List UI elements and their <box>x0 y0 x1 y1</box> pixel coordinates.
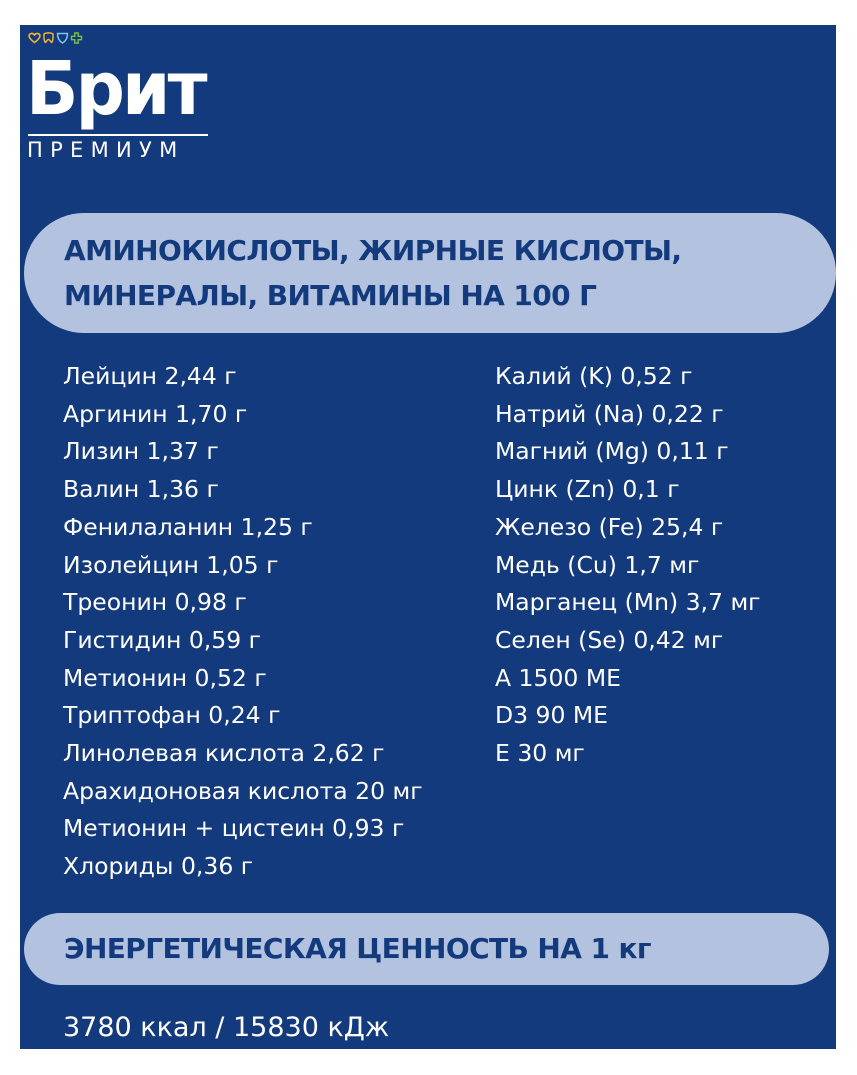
list-item: D3 90 МЕ <box>495 701 609 730</box>
list-item: Магний (Mg) 0,11 г <box>495 437 729 466</box>
nutrient-list-left <box>63 358 423 886</box>
heart-icon <box>28 32 41 44</box>
section-heading-energy: ЭНЕРГЕТИЧЕСКАЯ ЦЕННОСТЬ НА 1 кг <box>24 913 829 985</box>
brand-name: Брит <box>26 46 205 132</box>
list-item: Натрий (Na) 0,22 г <box>495 399 724 428</box>
list-item: Метионин + цистеин 0,93 г <box>63 814 405 843</box>
nutrient-list-right <box>495 358 761 773</box>
list-item: Фенилаланин 1,25 г <box>63 512 313 541</box>
tooth-icon <box>42 32 55 44</box>
list-item: Метионин 0,52 г <box>63 663 267 692</box>
list-item: Хлориды 0,36 г <box>63 852 254 881</box>
list-item: Арахидоновая кислота 20 мг <box>63 776 423 805</box>
list-item: A 1500 МЕ <box>495 663 621 692</box>
list-item: Марганец (Mn) 3,7 мг <box>495 588 761 617</box>
list-item: Треонин 0,98 г <box>63 588 247 617</box>
list-item: Лейцин 2,44 г <box>63 362 237 390</box>
list-item: Цинк (Zn) 0,1 г <box>495 475 680 504</box>
list-item: Медь (Cu) 1,7 мг <box>495 550 700 579</box>
section-heading-nutrients <box>24 213 836 333</box>
brand-logo <box>26 46 218 162</box>
list-item: Железо (Fe) 25,4 г <box>495 512 724 541</box>
brand-divider <box>28 134 208 136</box>
list-item: Линолевая кислота 2,62 г <box>63 739 385 768</box>
section-heading-line: АМИНОКИСЛОТЫ, ЖИРНЫЕ КИСЛОТЫ, <box>64 234 682 267</box>
section-heading-line: МИНЕРАЛЫ, ВИТАМИНЫ НА 100 Г <box>64 279 597 312</box>
list-item: E 30 мг <box>495 739 585 768</box>
list-item: Калий (K) 0,52 г <box>495 362 693 390</box>
nutrition-panel <box>20 25 836 1049</box>
brand-subtitle: ПРЕМИУМ <box>27 138 185 162</box>
shield-icon <box>56 32 69 44</box>
list-item: Валин 1,36 г <box>63 475 219 504</box>
brand-icons <box>28 32 83 44</box>
list-item: Изолейцин 1,05 г <box>63 550 279 579</box>
list-item: Селен (Se) 0,42 мг <box>495 625 724 654</box>
plus-icon <box>70 32 83 44</box>
list-item: Аргинин 1,70 г <box>63 399 248 428</box>
list-item: Лизин 1,37 г <box>63 437 219 466</box>
list-item: Гистидин 0,59 г <box>63 625 261 654</box>
energy-value: 3780 ккал / 15830 кДж <box>63 1012 390 1043</box>
list-item: Триптофан 0,24 г <box>63 701 281 730</box>
